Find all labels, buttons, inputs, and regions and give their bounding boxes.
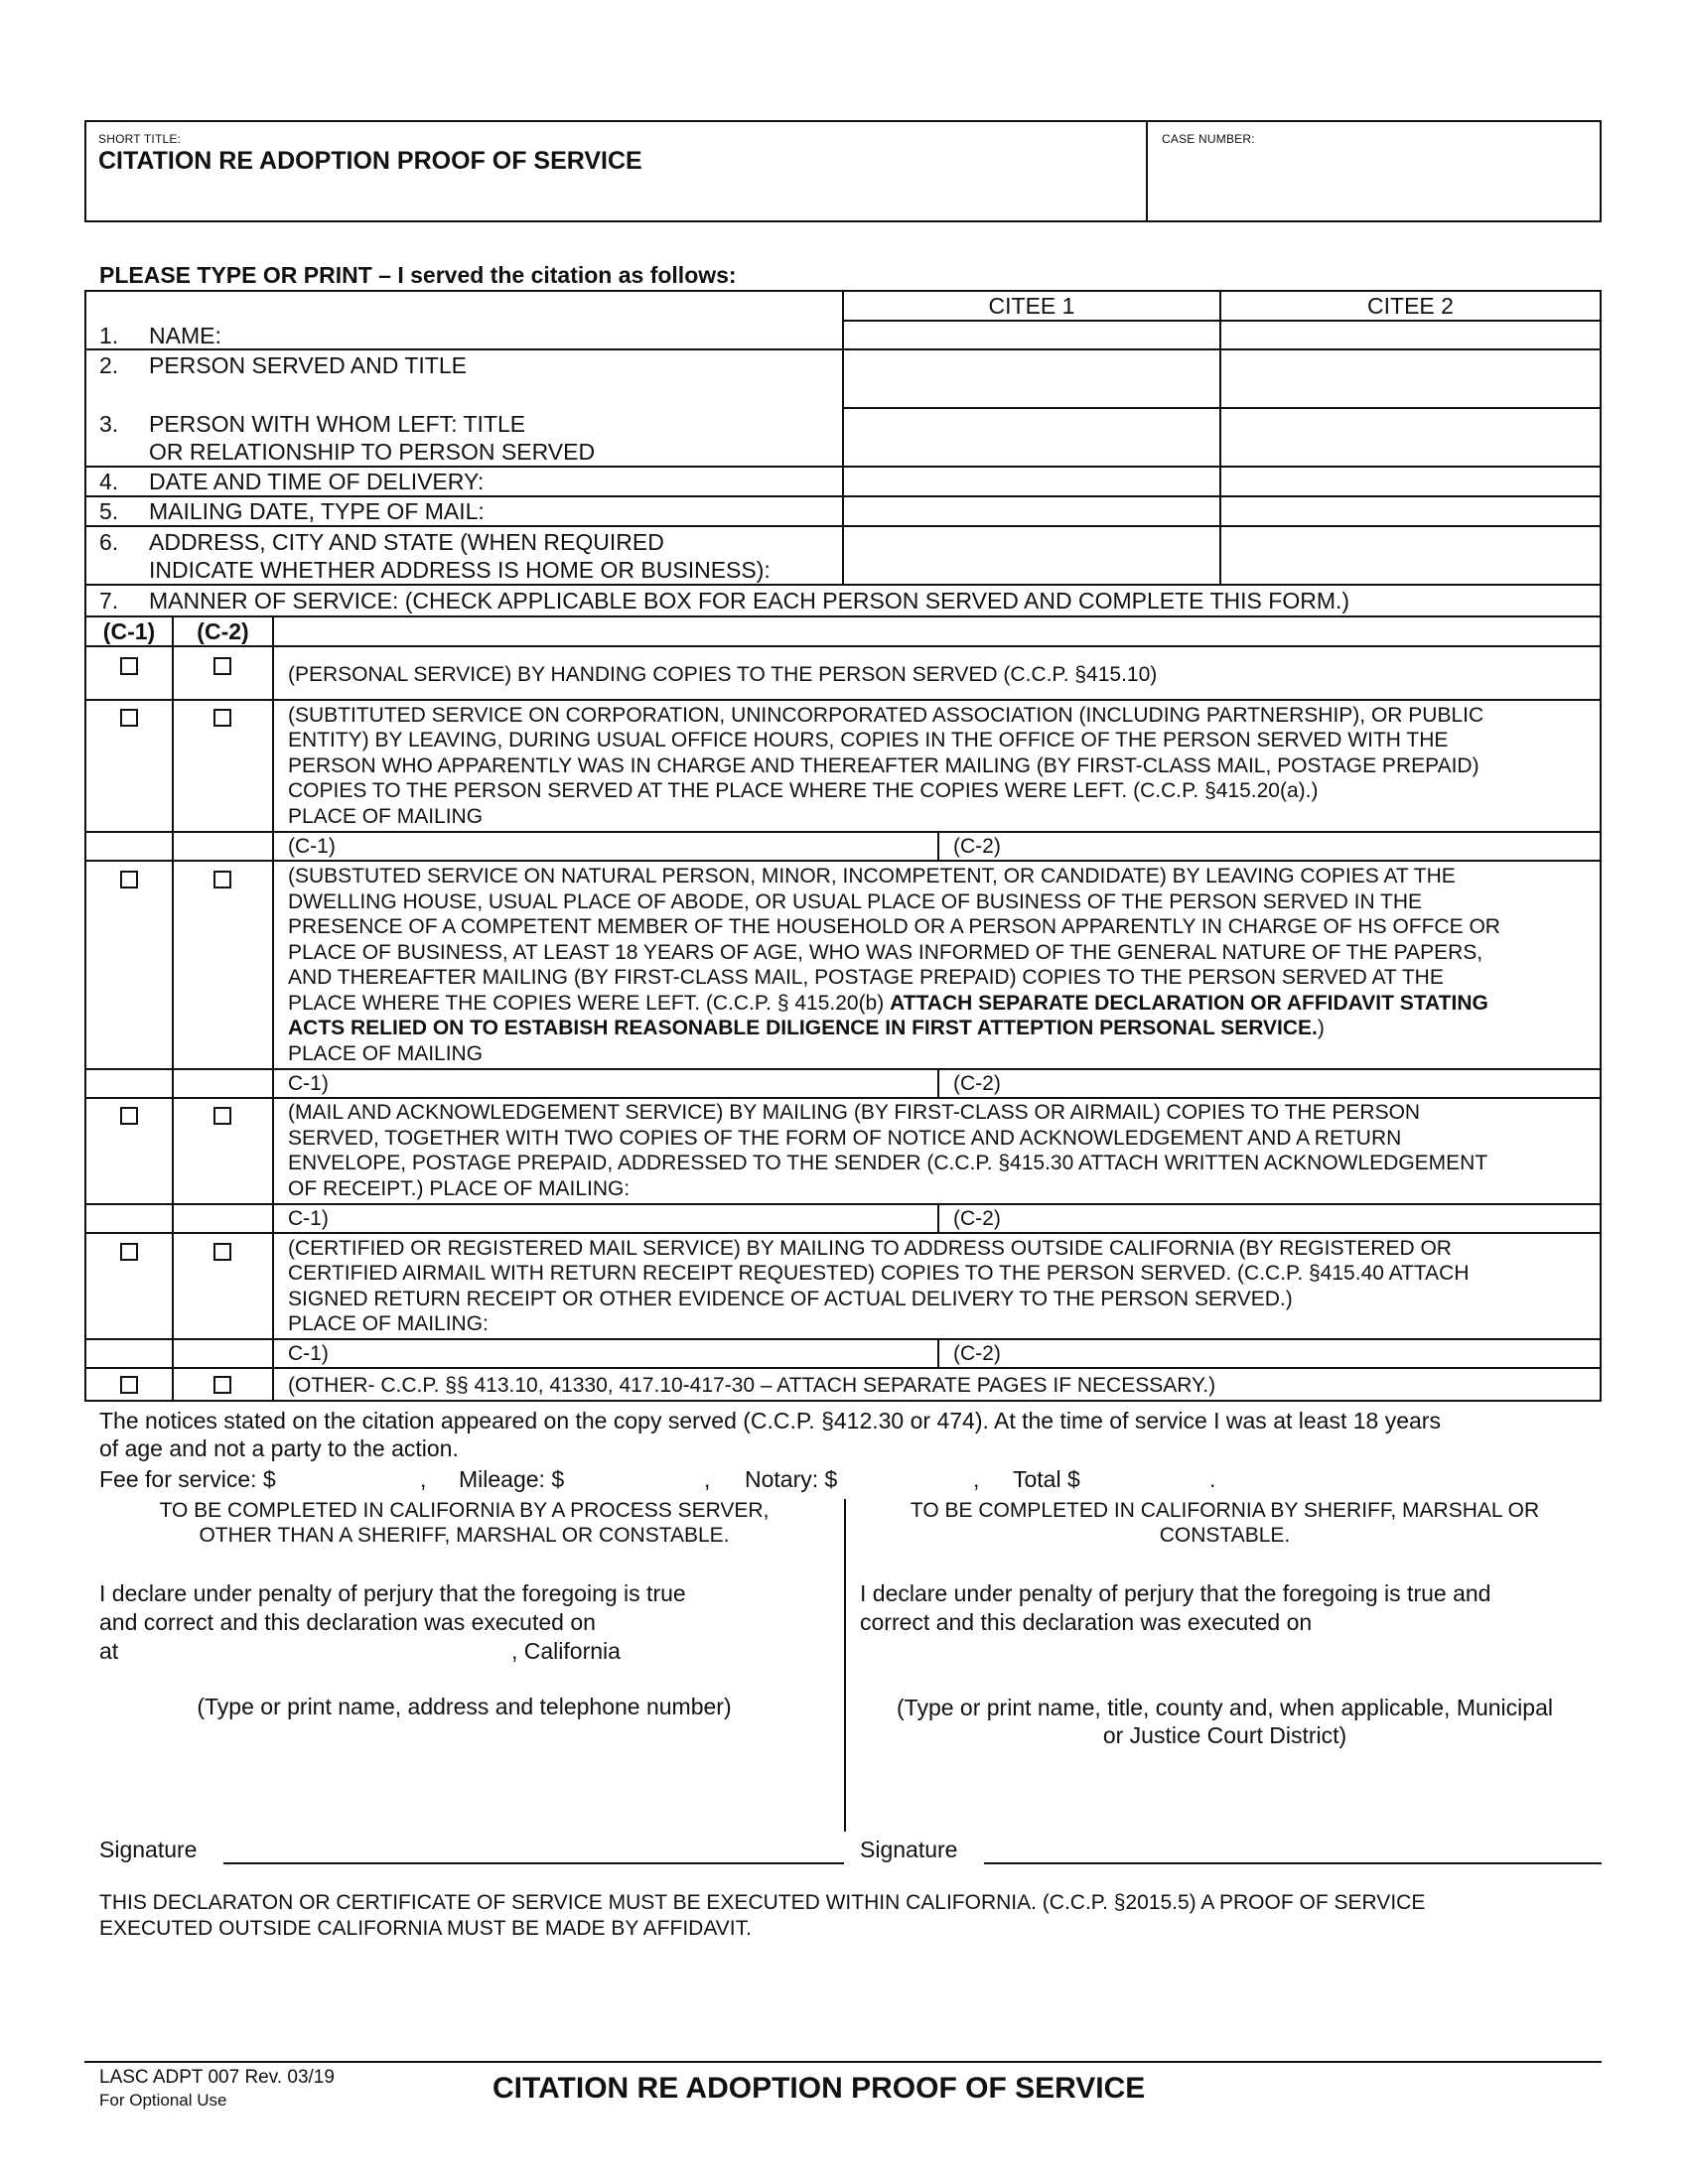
natural-line-2: DWELLING HOUSE, USUAL PLACE OF ABODE, OR USUAL PLACE OF BUSINESS OF THE PERSON SERVED IN THE (288, 890, 1423, 913)
mileage-field[interactable] (586, 1465, 695, 1491)
right-type-print-2: or Justice Court District) (1102, 1722, 1347, 1748)
mail-ack-line-3: ENVELOPE, POSTAGE PREPAID, ADDRESSED TO THE SENDER (C.C.P. §415.30 ATTACH WRITTEN ACKNOWLEDGEMENT (288, 1152, 1488, 1174)
fee-field[interactable] (308, 1465, 417, 1491)
right-heading-1: TO BE COMPLETED IN CALIFORNIA BY SHERIFF, MARSHAL OR (910, 1499, 1540, 1522)
row-line (842, 320, 1602, 322)
row-line (842, 525, 1602, 527)
row-line (842, 407, 1602, 409)
short-title: CITATION RE ADOPTION PROOF OF SERVICE (98, 147, 642, 175)
citee2-header: CITEE 2 (1367, 293, 1454, 319)
mail-ack-line-1: (MAIL AND ACKNOWLEDGEMENT SERVICE) BY MAILING (BY FIRST-CLASS OR AIRMAIL) COPIES TO THE PERSON (288, 1101, 1421, 1124)
citee1-left-line (842, 290, 844, 586)
row-6-label-line2: INDICATE WHETHER ADDRESS IS HOME OR BUSINESS): (149, 557, 771, 583)
row-line (84, 1367, 1602, 1369)
left-declare-1: I declare under penalty of perjury that the foregoing is true (99, 1580, 686, 1606)
row-line (84, 1338, 1602, 1340)
natural-line-6-bold: ATTACH SEPARATE DECLARATION OR AFFIDAVIT STATING (890, 992, 1488, 1015)
row-5-label: MAILING DATE, TYPE OF MAIL: (149, 498, 485, 524)
citee1-delivery-field[interactable] (845, 469, 1218, 494)
citee2-name-field[interactable] (1222, 323, 1599, 347)
natural-c2-checkbox[interactable] (213, 871, 231, 888)
left-executed-date-field[interactable] (655, 1608, 834, 1634)
notices-line-1: The notices stated on the citation appeared on the copy served (C.C.P. §412.30 or 474). At the time of service I was at least 18 years (99, 1408, 1441, 1433)
citee2-person-left-field[interactable] (1222, 410, 1599, 465)
row-line (842, 495, 1602, 497)
natural-line-7 (288, 1016, 1325, 1041)
row-line (84, 1203, 1602, 1205)
right-declare-1: I declare under penalty of perjury that the foregoing is true and (860, 1580, 1491, 1606)
header-divider (1146, 120, 1148, 222)
mail-ack-c2-checkbox[interactable] (213, 1107, 231, 1125)
certified-line-2: CERTIFIED AIRMAIL WITH RETURN RECEIPT REQUESTED) COPIES TO THE PERSON SERVED. (C.C.P. §415.40 ATTACH (288, 1262, 1470, 1285)
right-executed-date-field[interactable] (1360, 1608, 1589, 1634)
natural-line-4: PLACE OF BUSINESS, AT LEAST 18 YEARS OF AGE, WHO WAS INFORMED OF THE GENERAL NATURE OF THE PAPERS, (288, 941, 1483, 964)
mail-ack-c1-checkbox[interactable] (120, 1107, 138, 1125)
left-city-field[interactable] (129, 1637, 506, 1663)
corp-c1-checkbox[interactable] (120, 709, 138, 727)
mailing-split-line (937, 1203, 939, 1233)
left-heading-2: OTHER THAN A SHERIFF, MARSHAL OR CONSTABLE. (199, 1524, 730, 1547)
row-6-label-line1: ADDRESS, CITY AND STATE (WHEN REQUIRED (149, 529, 664, 555)
optional-use: For Optional Use (99, 2091, 227, 2110)
right-type-print-1: (Type or print name, title, county and, when applicable, Municipal (897, 1695, 1553, 1720)
mail-ack-line-2: SERVED, TOGETHER WITH TWO COPIES OF THE FORM OF NOTICE AND ACKNOWLEDGEMENT AND A RETURN (288, 1127, 1402, 1150)
corp-line-4: COPIES TO THE PERSON SERVED AT THE PLACE WHERE THE COPIES WERE LEFT. (C.C.P. §415.20(a).) (288, 779, 1319, 802)
row-line (84, 1068, 1602, 1070)
row-2-num: 2. (99, 352, 119, 378)
footer-note-line-2: EXECUTED OUTSIDE CALIFORNIA MUST BE MADE BY AFFIDAVIT. (99, 1917, 752, 1940)
citee1-name-field[interactable] (845, 323, 1218, 347)
natural-line-7-bold: ACTS RELIED ON TO ESTABISH REASONABLE DILIGENCE IN FIRST ATTEPTION PERSONAL SERVICE. (288, 1017, 1318, 1039)
row-4-label: DATE AND TIME OF DELIVERY: (149, 469, 485, 494)
footer-title: CITATION RE ADOPTION PROOF OF SERVICE (492, 2072, 1146, 2105)
natural-line-1: (SUBSTUTED SERVICE ON NATURAL PERSON, MINOR, INCOMPETENT, OR CANDIDATE) BY LEAVING COPIES AT THE (288, 865, 1456, 887)
corp-line-3: PERSON WHO APPARENTLY WAS IN CHARGE AND THEREAFTER MAILING (BY FIRST-CLASS MAIL, POSTAGE PREPAID) (288, 754, 1479, 777)
other-service-text: (OTHER- C.C.P. §§ 413.10, 41330, 417.10-417-30 – ATTACH SEPARATE PAGES IF NECESSARY.) (288, 1374, 1216, 1397)
row-3-label-line1: PERSON WITH WHOM LEFT: TITLE (149, 411, 526, 437)
natural-c1-checkbox[interactable] (120, 871, 138, 888)
row-line (84, 1097, 1602, 1099)
personal-c2-checkbox[interactable] (213, 657, 231, 675)
left-signature-label: Signature (99, 1837, 198, 1862)
citee1-person-served-field[interactable] (845, 351, 1218, 406)
right-name-title-field[interactable] (860, 1755, 1590, 1815)
citee2-delivery-field[interactable] (1222, 469, 1599, 494)
right-signature-label: Signature (860, 1837, 958, 1862)
notary-label: Notary: $ (745, 1466, 838, 1492)
notices-line-2: of age and not a party to the action. (99, 1435, 459, 1461)
mailing-split-line (937, 831, 939, 861)
citee1-header: CITEE 1 (988, 293, 1075, 319)
case-number-label: CASE NUMBER: (1162, 132, 1255, 146)
mail-ack-c1-label: C-1) (288, 1207, 329, 1230)
mail-ack-c2-label: (C-2) (953, 1207, 1001, 1230)
case-number-field[interactable] (1162, 159, 1579, 208)
natural-line-6 (288, 991, 1488, 1017)
corp-c1-label: (C-1) (288, 835, 336, 858)
row-5-num: 5. (99, 498, 119, 524)
row-line (842, 466, 1602, 468)
natural-line-3: PRESENCE OF A COMPETENT MEMBER OF THE HOUSEHOLD OR A PERSON APPARENTLY IN CHARGE OF HS OFFCE OR (288, 915, 1500, 938)
left-california-label: , California (511, 1638, 621, 1664)
citee2-address-field[interactable] (1222, 528, 1599, 583)
table-bottom-line (84, 1400, 1602, 1402)
mileage-comma: , (704, 1466, 711, 1492)
personal-service-text: (PERSONAL SERVICE) BY HANDING COPIES TO THE PERSON SERVED (C.C.P. §415.10) (288, 663, 1158, 686)
notary-comma: , (973, 1466, 980, 1492)
fee-comma: , (420, 1466, 427, 1492)
certified-line-1: (CERTIFIED OR REGISTERED MAIL SERVICE) BY MAILING TO ADDRESS OUTSIDE CALIFORNIA (BY REGISTERED OR (288, 1237, 1452, 1260)
right-declare-2: correct and this declaration was executed on (860, 1609, 1313, 1635)
row-line (84, 1232, 1602, 1234)
short-title-label: SHORT TITLE: (98, 132, 182, 146)
c2-header: (C-2) (197, 618, 249, 644)
citee1-person-left-field[interactable] (845, 410, 1218, 465)
corp-line-2: ENTITY) BY LEAVING, DURING USUAL OFFICE HOURS, COPIES IN THE OFFICE OF THE PERSON SERVED WITH THE (288, 729, 1449, 751)
certified-line-4: PLACE OF MAILING: (288, 1312, 489, 1335)
personal-c1-checkbox[interactable] (120, 657, 138, 675)
natural-line-8: PLACE OF MAILING (288, 1042, 484, 1065)
corp-c2-label: (C-2) (953, 835, 1001, 858)
total-label: Total $ (1013, 1466, 1080, 1492)
mailing-split-line (937, 1338, 939, 1368)
intro-text: PLEASE TYPE OR PRINT – I served the citation as follows: (99, 262, 737, 288)
fee-label: Fee for service: $ (99, 1466, 276, 1492)
row-7-label: MANNER OF SERVICE: (CHECK APPLICABLE BOX FOR EACH PERSON SERVED AND COMPLETE THIS FORM.) (149, 588, 1350, 614)
natural-line-7-end: ) (1317, 1017, 1325, 1039)
left-signature-line[interactable] (223, 1862, 844, 1864)
mileage-label: Mileage: $ (459, 1466, 565, 1492)
c2-col-line (272, 615, 274, 1402)
table-right-line (1600, 290, 1602, 1402)
row-2-label: PERSON SERVED AND TITLE (149, 352, 467, 378)
certified-line-3: SIGNED RETURN RECEIPT OR OTHER EVIDENCE OF ACTUAL DELIVERY TO THE PERSON SERVED.) (288, 1288, 1293, 1310)
footer-note-line-1: THIS DECLARATON OR CERTIFICATE OF SERVICE MUST BE EXECUTED WITHIN CALIFORNIA. (C.C.P. §2015.5) A PROOF OF SERVICE (99, 1891, 1426, 1914)
left-at-label: at (99, 1638, 119, 1664)
natural-c2-label: (C-2) (953, 1072, 1001, 1095)
mailing-split-line (937, 1068, 939, 1098)
left-type-print: (Type or print name, address and telephone number) (197, 1694, 732, 1719)
form-id: LASC ADPT 007 Rev. 03/19 (99, 2067, 335, 2088)
citee2-mailing-field[interactable] (1222, 498, 1599, 524)
c1-header: (C-1) (102, 618, 156, 644)
left-name-address-field[interactable] (99, 1727, 834, 1807)
citee1-address-field[interactable] (845, 528, 1218, 583)
citee2-person-served-field[interactable] (1222, 351, 1599, 406)
notary-field[interactable] (864, 1465, 963, 1491)
row-4-num: 4. (99, 469, 119, 494)
citee2-left-line (1219, 290, 1221, 586)
row-6-num: 6. (99, 529, 119, 555)
row-line (84, 584, 1602, 586)
row-1-label: NAME: (149, 323, 221, 348)
table-left-line (84, 290, 86, 1402)
certified-c1-checkbox[interactable] (120, 1243, 138, 1261)
row-line (842, 348, 1602, 350)
other-c2-checkbox[interactable] (213, 1376, 231, 1394)
row-line (84, 860, 1602, 862)
corp-line-5: PLACE OF MAILING (288, 805, 484, 828)
total-period: . (1209, 1466, 1216, 1492)
row-3-label-line2: OR RELATIONSHIP TO PERSON SERVED (149, 439, 596, 465)
right-heading-2: CONSTABLE. (1159, 1524, 1291, 1547)
corp-line-1: (SUBTITUTED SERVICE ON CORPORATION, UNINCORPORATED ASSOCIATION (INCLUDING PARTNERSHIP), OR PUBLIC (288, 704, 1484, 727)
row-1-num: 1. (99, 323, 119, 348)
certified-c2-checkbox[interactable] (213, 1243, 231, 1261)
natural-line-6-text: PLACE WHERE THE COPIES WERE LEFT. (C.C.P. § 415.20(b) (288, 992, 891, 1015)
certified-c2-label: (C-2) (953, 1342, 1001, 1365)
row-7-num: 7. (99, 588, 119, 614)
left-heading-1: TO BE COMPLETED IN CALIFORNIA BY A PROCESS SERVER, (159, 1499, 770, 1522)
row-line (84, 525, 844, 527)
row-3-num: 3. (99, 411, 119, 437)
row-line (84, 699, 1602, 701)
c1-col-line (172, 615, 174, 1402)
declaration-divider (844, 1499, 846, 1832)
footer-rule (84, 2061, 1602, 2063)
certified-c1-label: C-1) (288, 1342, 329, 1365)
corp-c2-checkbox[interactable] (213, 709, 231, 727)
right-signature-line[interactable] (984, 1862, 1602, 1864)
citee1-mailing-field[interactable] (845, 498, 1218, 524)
natural-c1-label: C-1) (288, 1072, 329, 1095)
row-line (84, 831, 1602, 833)
left-declare-2: and correct and this declaration was executed on (99, 1609, 596, 1635)
row-line (84, 615, 1602, 617)
other-c1-checkbox[interactable] (120, 1376, 138, 1394)
total-field[interactable] (1102, 1465, 1201, 1491)
natural-line-5: AND THEREAFTER MAILING (BY FIRST-CLASS MAIL, POSTAGE PREPAID) COPIES TO THE PERSON SERVED AT THE (288, 966, 1444, 989)
mail-ack-line-4: OF RECEIPT.) PLACE OF MAILING: (288, 1177, 631, 1200)
row-line (84, 645, 1602, 647)
